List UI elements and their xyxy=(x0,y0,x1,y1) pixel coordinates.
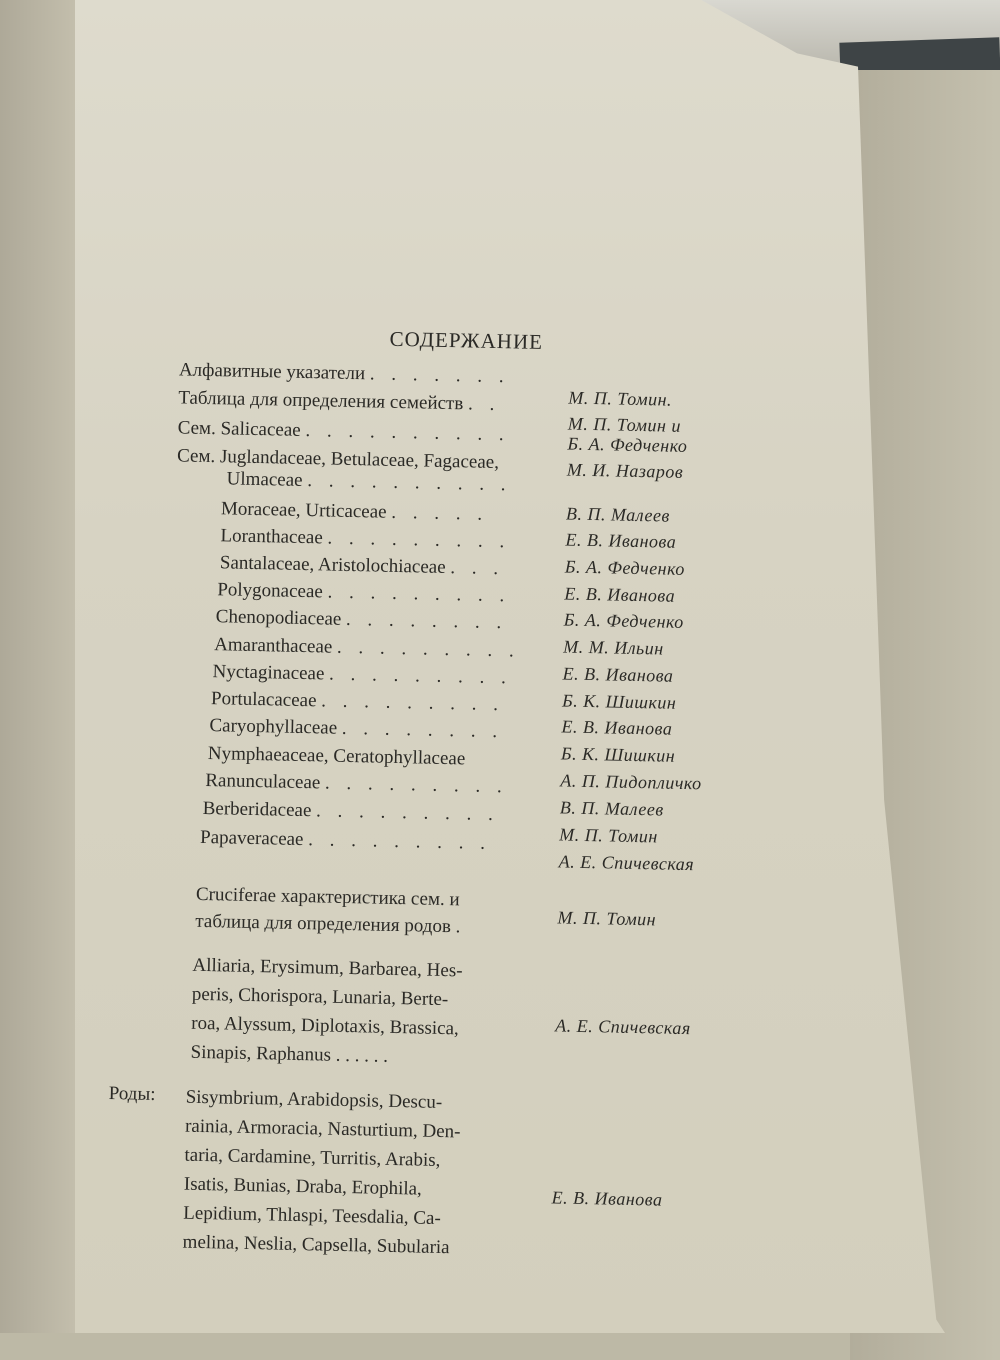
toc-author: Б. К. Шишкин xyxy=(561,690,677,713)
toc-author: М. П. Томин xyxy=(559,824,659,847)
toc-entry xyxy=(226,467,511,497)
toc-entry-text: rainia, Armoracia, Nasturtium, Den- xyxy=(184,1115,461,1143)
toc-leader-dots: . . . . . . . . . . xyxy=(307,470,512,496)
toc-author: Е. В. Иванова xyxy=(564,583,676,606)
toc-author: М. П. Томин. xyxy=(568,387,673,410)
toc-entry-text: Nymphaeaceae, Ceratophyllaceae xyxy=(207,743,466,770)
toc-leader-dots: . . . . . xyxy=(391,501,489,525)
genera-label: Роды: xyxy=(108,1083,156,1106)
toc-entry xyxy=(220,524,510,554)
toc-entry xyxy=(202,797,499,827)
toc-entry xyxy=(216,605,508,635)
toc-entry-text: Portulacaceae xyxy=(210,688,317,712)
toc-entry xyxy=(217,578,510,608)
toc-entry xyxy=(214,633,520,663)
toc-entry xyxy=(209,714,503,744)
toc-leader-dots: . . . . . . . . . . xyxy=(305,420,510,446)
toc-entry-text: таблица для определения родов . xyxy=(195,910,461,938)
toc-author: В. П. Малеев xyxy=(565,503,671,526)
toc-author: М. М. Ильин xyxy=(563,636,664,659)
toc-entry xyxy=(212,660,512,690)
toc-entry-text: Lepidium, Thlaspi, Teesdalia, Ca- xyxy=(183,1202,442,1230)
toc-author: М. И. Назаров xyxy=(566,459,684,482)
toc-entry-text: Loranthaceae xyxy=(220,525,323,549)
toc-entry xyxy=(220,551,505,581)
toc-entry-text: peris, Chorispora, Lunaria, Berte- xyxy=(191,983,449,1011)
toc-author: Б. К. Шишкин xyxy=(560,743,676,766)
toc-entry-text: roa, Alyssum, Diplotaxis, Brassica, xyxy=(191,1012,459,1040)
toc-entry-alliaria xyxy=(190,951,537,1074)
toc-leader-dots: . . . . . . . . . xyxy=(327,527,511,553)
toc-entry-text: Ulmaceae xyxy=(226,468,303,491)
toc-entry-text: Chenopodiaceae xyxy=(215,606,342,630)
toc-entry-text: Isatis, Bunias, Draba, Erophila, xyxy=(183,1173,423,1200)
toc-author: Б. А. Федченко xyxy=(567,433,688,457)
toc-entry-text: Сем. Salicaceae xyxy=(177,417,301,441)
toc-entry-text: Santalaceae, Aristolochiaceae xyxy=(219,552,446,578)
toc-entry-text: Сем. Juglandaceae, Betulaceae, Fagaceae, xyxy=(176,445,500,474)
toc-author: Е. В. Иванова xyxy=(565,529,677,552)
toc-entry xyxy=(205,769,508,799)
toc-author: А. Е. Спичевская xyxy=(558,851,695,875)
toc-entry-text: Алфавитные указатели xyxy=(178,359,366,385)
toc-author: Б. А. Федченко xyxy=(564,556,686,579)
toc-leader-dots: . . . . . . . . . xyxy=(308,829,492,854)
toc-author: А. П. Пидопличко xyxy=(560,770,702,794)
toc-author: Е. В. Иванова xyxy=(562,663,674,686)
toc-leader-dots: . . . . . . . . xyxy=(345,608,508,634)
toc-author: А. Е. Спичевская xyxy=(555,1015,691,1039)
toc-entry-cruciferae xyxy=(195,881,541,942)
toc-author: Б. А. Федченко xyxy=(563,609,684,632)
toc-leader-dots: . . . . . . . . . xyxy=(327,581,511,607)
toc-entry-text: Caryophyllaceae xyxy=(209,715,338,739)
toc-entry-text: Таблица для определения семейств xyxy=(178,387,464,415)
toc-leader-dots: . . . . . . . . . xyxy=(315,800,500,826)
toc-entry-text: Polygonaceae xyxy=(217,579,324,603)
toc-author: Е. В. Иванова xyxy=(551,1187,663,1210)
toc-leader-dots: . . . . . . . . . xyxy=(328,663,513,689)
toc-entry xyxy=(179,358,510,389)
toc-author: В. П. Малеев xyxy=(559,797,664,820)
toc-leader-dots: . . . . . . . xyxy=(369,363,510,388)
toc-entry-text: Alliaria, Erysimum, Barbarea, Hes- xyxy=(192,954,463,982)
toc-entry xyxy=(221,497,489,527)
toc-entry-text: Moraceae, Urticaceae xyxy=(220,498,387,523)
toc-entry-text: Nyctaginaceae xyxy=(212,661,325,685)
toc-leader-dots: . . xyxy=(467,393,501,416)
toc-entry xyxy=(208,742,466,771)
toc-leader-dots: . . . . . . . . . xyxy=(324,772,508,798)
toc-entry xyxy=(200,826,491,856)
toc-author: М. П. Томин и xyxy=(567,413,682,436)
toc-entry-text: Berberidaceae xyxy=(202,797,312,822)
toc-leader-dots: . . . . . . . . . xyxy=(336,636,520,662)
toc-entry xyxy=(178,386,500,417)
toc-entry xyxy=(211,687,504,717)
toc-entry-text: Amaranthaceae xyxy=(213,634,333,658)
toc-leader-dots: . . . . . . . . . xyxy=(321,690,505,716)
toc-entry-genera xyxy=(182,1083,531,1264)
toc-leader-dots: . . . . . . . . xyxy=(341,717,504,743)
toc-entry-text: Cruciferae характеристика сем. и xyxy=(195,883,460,911)
toc-entry-text: Sisymbrium, Arabidopsis, Descu- xyxy=(185,1086,443,1114)
toc-entry-text: Papaveraceae xyxy=(199,826,304,851)
toc-author: М. П. Томин xyxy=(557,907,657,930)
toc-entry-text: Sinapis, Raphanus . . . . . . xyxy=(190,1041,389,1067)
page-title: СОДЕРЖАНИЕ xyxy=(389,326,544,354)
toc-entry-text: Ranunculaceae xyxy=(205,769,321,794)
toc-author: Е. В. Иванова xyxy=(561,716,673,739)
toc-entry xyxy=(177,416,509,447)
toc-leader-dots: . . . xyxy=(450,557,505,580)
toc-entry-text: taria, Cardamine, Turritis, Arabis, xyxy=(184,1144,441,1171)
toc-entry-text: melina, Neslia, Capsella, Subularia xyxy=(182,1231,450,1259)
